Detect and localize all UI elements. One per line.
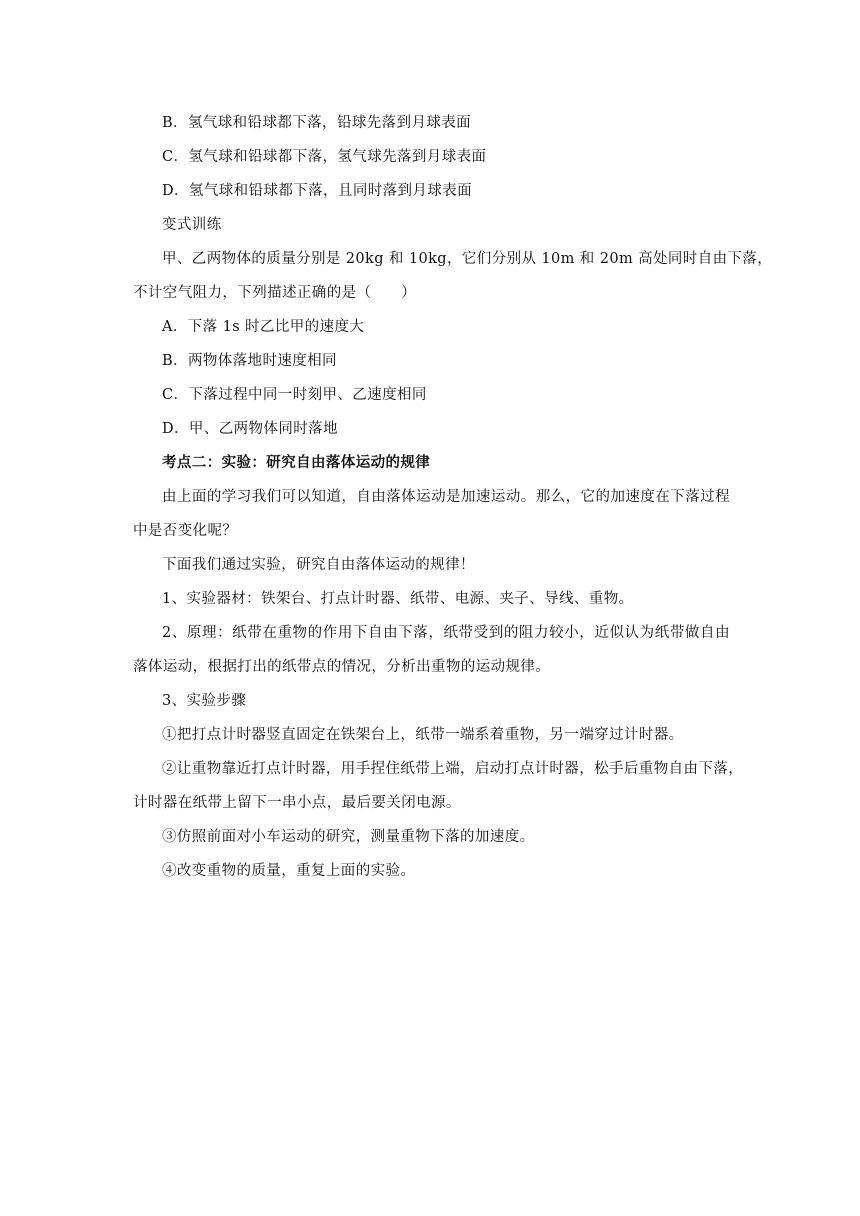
option-d-line: D．氢气球和铅球都下落，且同时落到月球表面 <box>162 183 473 199</box>
answer-option-a: A．下落 1s 时乙比甲的速度大 <box>162 319 365 335</box>
question-text-line-2: 不计空气阻力，下列描述正确的是（ ） <box>133 285 417 301</box>
step-1: ①把打点计时器竖直固定在铁架台上，纸带一端系着重物，另一端穿过计时器。 <box>162 727 684 743</box>
option-b-line: B．氢气球和铅球都下落，铅球先落到月球表面 <box>162 115 472 131</box>
answer-option-d: D．甲、乙两物体同时落地 <box>162 421 338 437</box>
step-2-line-1: ②让重物靠近打点计时器，用手捏住纸带上端，启动打点计时器，松手后重物自由下落， <box>162 761 744 777</box>
principle-line-1: 2、原理：纸带在重物的作用下自由下落，纸带受到的阻力较小，近似认为纸带做自由 <box>162 625 730 641</box>
step-2-line-2: 计时器在纸带上留下一串小点，最后要关闭电源。 <box>133 795 461 811</box>
answer-option-c: C．下落过程中同一时刻甲、乙速度相同 <box>162 387 427 403</box>
document-body <box>133 106 773 888</box>
equipment-item: 1、实验器材：铁架台、打点计时器、纸带、电源、夹子、导线、重物。 <box>162 591 634 607</box>
principle-line-2: 落体运动，根据打出的纸带点的情况，分析出重物的运动规律。 <box>133 659 551 675</box>
transition-paragraph: 下面我们通过实验，研究自由落体运动的规律！ <box>162 557 475 573</box>
step-3: ③仿照前面对小车运动的研究，测量重物下落的加速度。 <box>162 829 535 845</box>
intro-paragraph-line-2: 中是否变化呢？ <box>133 523 238 539</box>
step-4: ④改变重物的质量，重复上面的实验。 <box>162 863 416 879</box>
intro-paragraph-line-1: 由上面的学习我们可以知道，自由落体运动是加速运动。那么，它的加速度在下落过程 <box>162 489 730 505</box>
steps-heading: 3、实验步骤 <box>162 693 247 709</box>
question-text-line-1: 甲、乙两物体的质量分别是 20kg 和 10kg，它们分别从 10m 和 20m 高处同时自由下落， <box>162 251 773 267</box>
section-heading: 考点二：实验：研究自由落体运动的规律 <box>162 454 431 471</box>
section-label: 变式训练 <box>162 217 222 233</box>
option-c-line: C．氢气球和铅球都下落，氢气球先落到月球表面 <box>162 149 487 165</box>
answer-option-b: B．两物体落地时速度相同 <box>162 353 337 369</box>
